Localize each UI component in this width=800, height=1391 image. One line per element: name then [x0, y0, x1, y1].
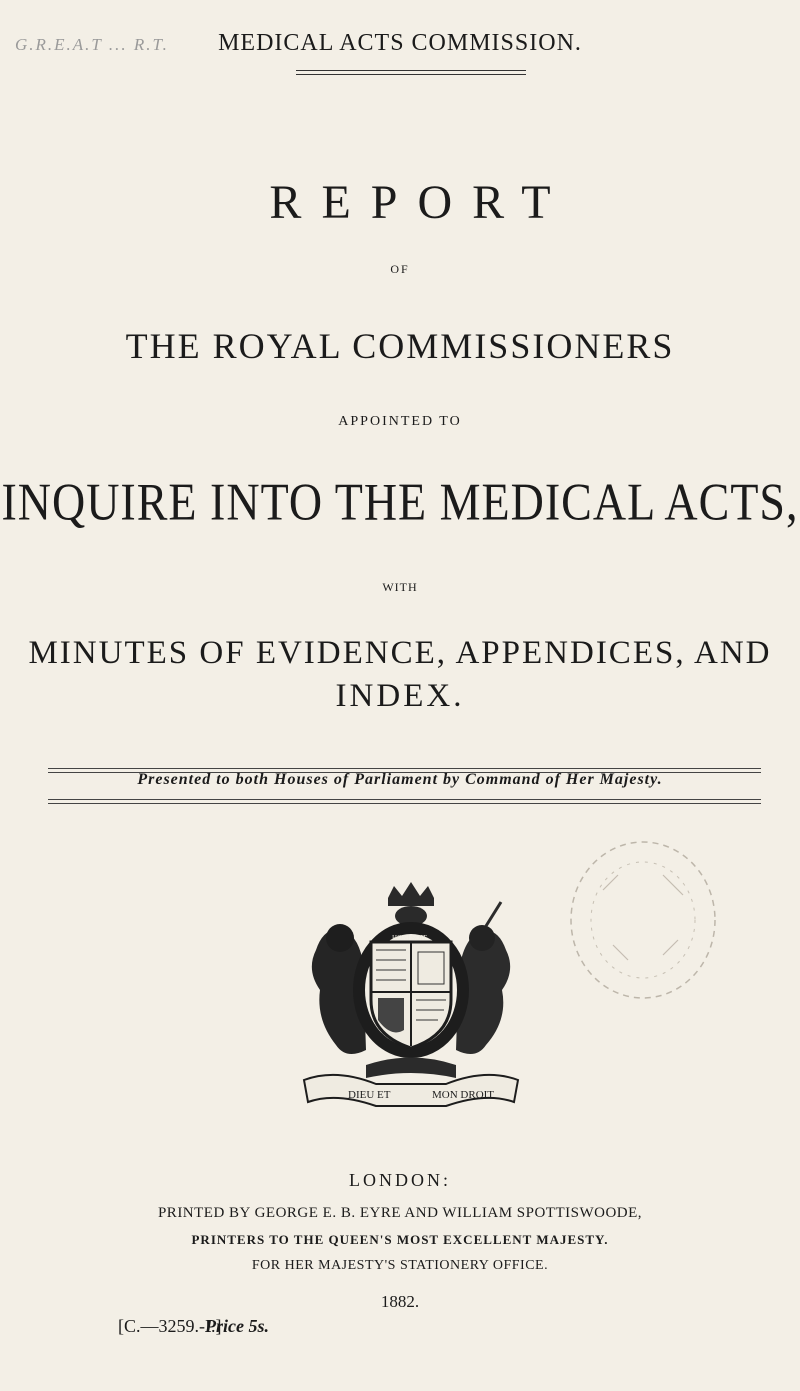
index-line: INDEX. [335, 678, 465, 714]
library-stamp-icon [563, 835, 723, 1005]
royal-coat-of-arms-icon [296, 880, 526, 1112]
presented-rule-bottom [48, 799, 761, 804]
motto-left: DIEU ET [348, 1089, 391, 1101]
command-paper-number: [C.—3259.-I.] [118, 1316, 222, 1336]
presented-line: Presented to both Houses of Parliament by Command of Her Majesty. [137, 771, 663, 788]
pencil-annotation: G.R.E.A.T ... R.T. [15, 35, 169, 54]
report-title: REPORT [269, 176, 571, 229]
motto-right: MON DROIT [432, 1089, 495, 1101]
imprint-office: FOR HER MAJESTY'S STATIONERY OFFICE. [251, 1258, 549, 1273]
running-header: MEDICAL ACTS COMMISSION. [218, 30, 582, 56]
commissioners-line: THE ROYAL COMMISSIONERS [125, 326, 675, 366]
inquire-line: INQUIRE INTO THE MEDICAL ACTS, [1, 472, 799, 531]
minutes-line: MINUTES OF EVIDENCE, APPENDICES, AND [28, 635, 772, 671]
with-line: WITH [382, 580, 418, 594]
header-rule [296, 70, 526, 75]
imprint-printed-by: PRINTED BY GEORGE E. B. EYRE AND WILLIAM SPOTTISWOODE, [157, 1205, 643, 1221]
of-line: OF [390, 262, 410, 276]
appointed-line: APPOINTED TO [338, 414, 462, 429]
imprint-year: 1882. [380, 1292, 420, 1311]
garter-motto: HONI SOIT [392, 934, 427, 942]
imprint-city: LONDON: [349, 1170, 451, 1190]
imprint-printers: PRINTERS TO THE QUEEN'S MOST EXCELLENT MAJESTY. [191, 1232, 609, 1247]
price-label: Price 5s. [205, 1316, 269, 1336]
